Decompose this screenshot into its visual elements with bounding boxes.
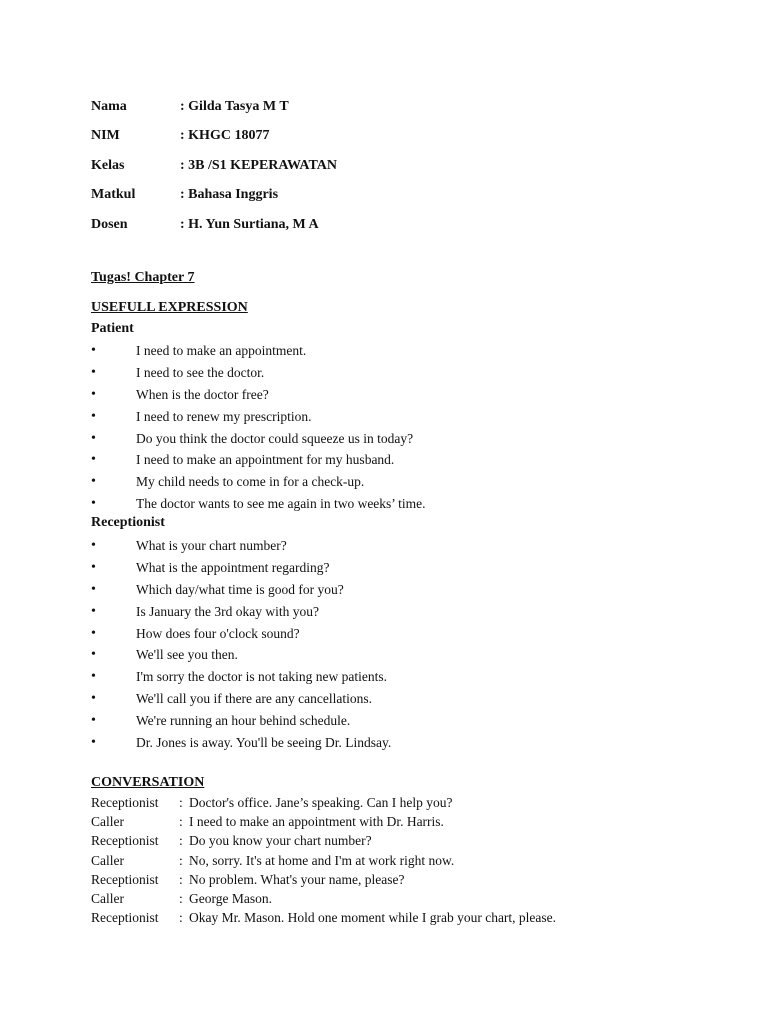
info-value: : H. Yun Surtiana, M A	[180, 216, 319, 232]
dialogue-line	[91, 793, 556, 812]
assignment-title: Tugas! Chapter 7	[91, 270, 195, 285]
expression-text: Which day/what time is good for you?	[136, 581, 344, 597]
expression-text: When is the doctor free?	[136, 386, 269, 402]
list-item	[91, 579, 391, 601]
dialogue-line	[91, 870, 556, 889]
expression-text: Do you think the doctor could squeeze us in today?	[136, 430, 414, 446]
useful-expression-heading: USEFULL EXPRESSION	[91, 300, 248, 315]
conversation-heading: CONVERSATION	[91, 775, 205, 790]
expression-text: What is your chart number?	[136, 537, 287, 553]
colon-separator: :	[179, 871, 183, 887]
patient-expression-list	[91, 340, 426, 515]
dialogue-line	[91, 832, 556, 851]
dialogue-line	[91, 851, 556, 870]
expression-text: How does four o'clock sound?	[136, 625, 300, 641]
bullet-icon: •	[91, 408, 96, 424]
dialogue-text: No problem. What's your name, please?	[189, 871, 405, 887]
bullet-icon: •	[91, 342, 96, 358]
expression-text: We'll call you if there are any cancellations.	[136, 691, 372, 707]
list-item	[91, 428, 426, 450]
expression-text: Is January the 3rd okay with you?	[136, 603, 319, 619]
info-value: : 3B /S1 KEPERAWATAN	[180, 157, 338, 173]
bullet-icon: •	[91, 364, 96, 380]
bullet-icon: •	[91, 669, 96, 685]
list-item	[91, 406, 426, 428]
info-label: Nama	[91, 98, 127, 114]
expression-text: The doctor wants to see me again in two weeks’ time.	[136, 496, 426, 512]
bullet-icon: •	[91, 496, 96, 512]
info-value: : Bahasa Inggris	[180, 187, 279, 203]
bullet-icon: •	[91, 386, 96, 402]
dialogue-line	[91, 812, 556, 831]
expression-text: I need to make an appointment for my husband.	[136, 452, 395, 468]
list-item	[91, 623, 391, 645]
speaker-name: Receptionist	[91, 833, 159, 849]
colon-separator: :	[179, 852, 183, 868]
list-item	[91, 666, 391, 688]
list-item	[91, 449, 426, 471]
colon-separator: :	[179, 910, 183, 926]
expression-text: I need to see the doctor.	[136, 364, 265, 380]
receptionist-heading: Receptionist	[91, 515, 165, 530]
colon-separator: :	[179, 794, 183, 810]
info-row-nim	[91, 122, 731, 152]
info-row-dosen	[91, 210, 731, 240]
bullet-icon: •	[91, 713, 96, 729]
info-label: Kelas	[91, 157, 125, 173]
speaker-name: Caller	[91, 852, 124, 868]
speaker-name: Receptionist	[91, 910, 159, 926]
speaker-name: Receptionist	[91, 871, 159, 887]
dialogue-text: Doctor's office. Jane’s speaking. Can I help you?	[189, 794, 453, 810]
dialogue-text: Do you know your chart number?	[189, 833, 372, 849]
dialogue-text: No, sorry. It's at home and I'm at work right now.	[189, 852, 455, 868]
list-item	[91, 535, 391, 557]
info-row-nama	[91, 92, 731, 122]
bullet-icon: •	[91, 430, 96, 446]
list-item	[91, 601, 391, 623]
list-item	[91, 384, 426, 406]
speaker-name: Caller	[91, 813, 124, 829]
list-item	[91, 362, 426, 384]
speaker-name: Caller	[91, 891, 124, 907]
bullet-icon: •	[91, 691, 96, 707]
receptionist-expression-list	[91, 535, 391, 754]
bullet-icon: •	[91, 474, 96, 490]
bullet-icon: •	[91, 647, 96, 663]
dialogue-line	[91, 889, 556, 908]
list-item	[91, 644, 391, 666]
dialogue-line	[91, 909, 556, 928]
info-value: : KHGC 18077	[180, 128, 270, 144]
list-item	[91, 688, 391, 710]
list-item	[91, 471, 426, 493]
list-item	[91, 710, 391, 732]
expression-text: My child needs to come in for a check-up.	[136, 474, 365, 490]
info-label: NIM	[91, 128, 120, 144]
colon-separator: :	[179, 813, 183, 829]
dialogue-text: George Mason.	[189, 891, 272, 907]
conversation-dialogue	[91, 793, 556, 928]
info-row-matkul	[91, 181, 731, 211]
info-label: Dosen	[91, 216, 128, 232]
info-row-kelas	[91, 151, 731, 181]
list-item	[91, 557, 391, 579]
speaker-name: Receptionist	[91, 794, 159, 810]
expression-text: Dr. Jones is away. You'll be seeing Dr. Lindsay.	[136, 734, 392, 750]
student-info	[91, 92, 731, 240]
info-value: : Gilda Tasya M T	[180, 98, 289, 114]
list-item	[91, 340, 426, 362]
expression-text: We'll see you then.	[136, 647, 238, 663]
bullet-icon: •	[91, 537, 96, 553]
expression-text: I'm sorry the doctor is not taking new patients.	[136, 669, 388, 685]
expression-text: What is the appointment regarding?	[136, 559, 330, 575]
bullet-icon: •	[91, 559, 96, 575]
patient-heading: Patient	[91, 321, 134, 336]
expression-text: I need to make an appointment.	[136, 342, 307, 358]
dialogue-text: I need to make an appointment with Dr. Harris.	[189, 813, 444, 829]
bullet-icon: •	[91, 603, 96, 619]
bullet-icon: •	[91, 734, 96, 750]
dialogue-text: Okay Mr. Mason. Hold one moment while I grab your chart, please.	[189, 910, 557, 926]
bullet-icon: •	[91, 452, 96, 468]
info-label: Matkul	[91, 187, 136, 203]
document-page	[91, 92, 731, 926]
colon-separator: :	[179, 891, 183, 907]
expression-text: I need to renew my prescription.	[136, 408, 312, 424]
colon-separator: :	[179, 833, 183, 849]
list-item	[91, 493, 426, 515]
list-item	[91, 732, 391, 754]
expression-text: We're running an hour behind schedule.	[136, 713, 351, 729]
bullet-icon: •	[91, 625, 96, 641]
bullet-icon: •	[91, 581, 96, 597]
